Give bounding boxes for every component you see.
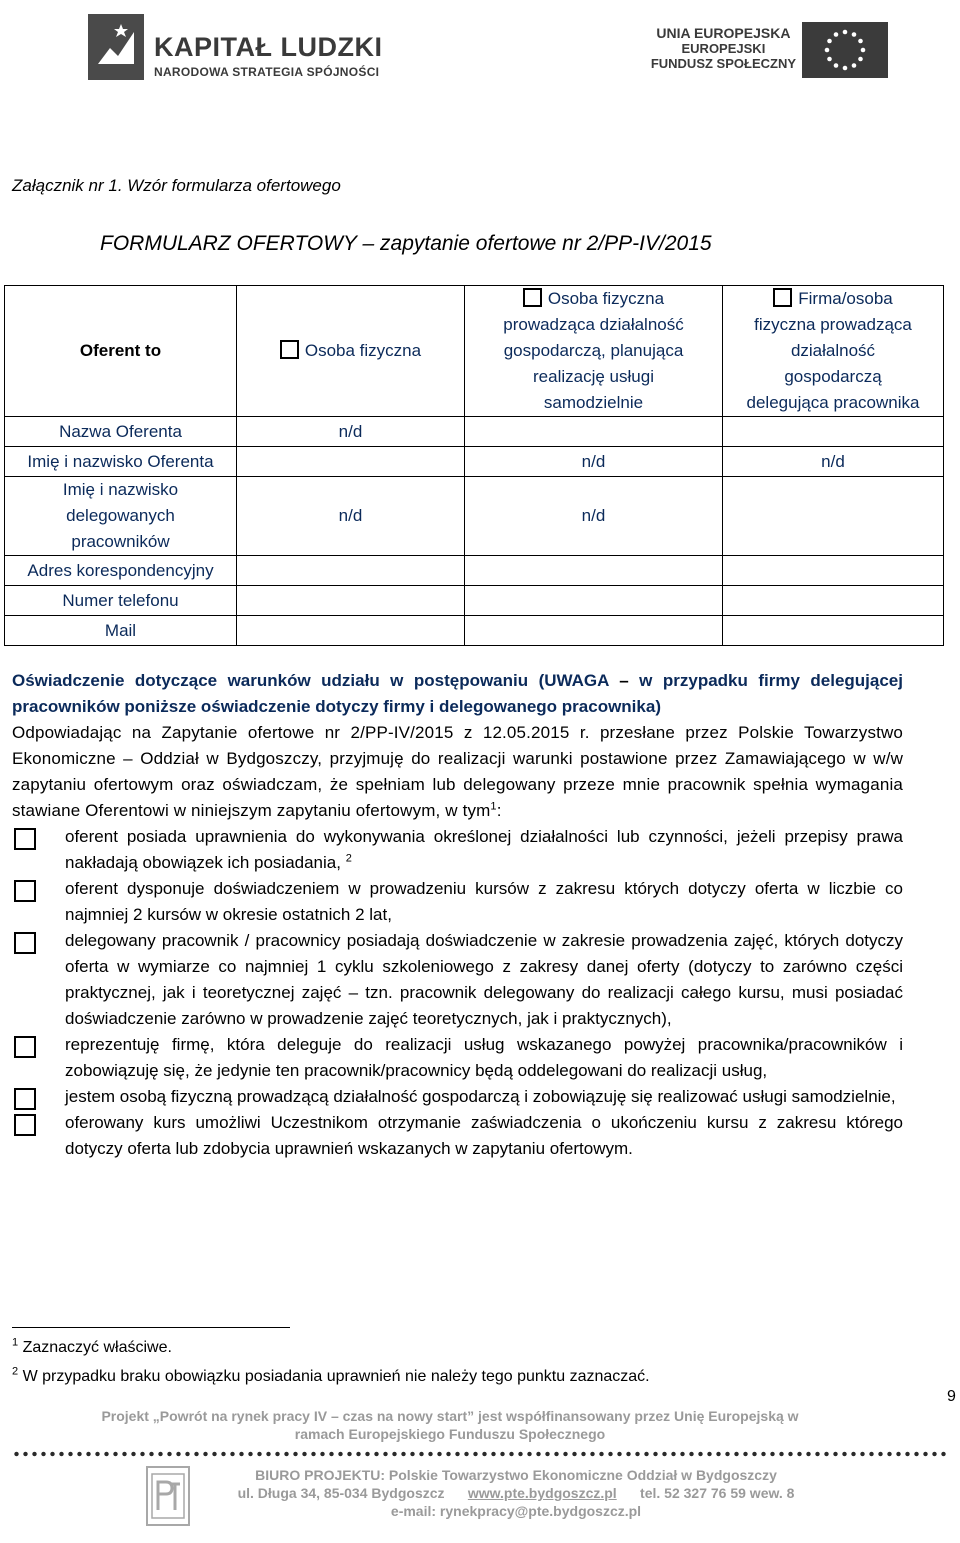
condition-text: oferent dysponuje doświadczeniem w prowadzeniu kursów z zakresu których dotyczy oferta w liczbie co najmniej 2 kursów w okresie ostatnich 2 lat, [65,879,903,924]
option-firma-line: działalność [790,341,876,360]
checkbox-firma[interactable] [773,288,792,307]
option-firma-line: gospodarczą [784,367,882,386]
option-jdg-line: realizację usługi [533,367,654,386]
option-jdg-line: samodzielnie [543,393,644,412]
cell-adres-osoba[interactable] [237,556,465,586]
statement-body-end: : [496,801,502,820]
condition-text: oferent posiada uprawnienia do wykonywania określonej działalności lub czynności, jeżeli przepisy prawa nakładają obowiązek ich posiadania, [65,827,903,872]
cell-na: n/d [723,447,944,477]
statement-body-text: Odpowiadając na Zapytanie ofertowe nr 2/PP-IV/2015 z 12.05.2015 r. przesłane przez Polskie Towarzystwo Ekonomiczne – Oddział w Bydgoszczy, przyjmuję do realizacji warunki postawione przez Zamawiającego w w/w zapytaniu ofertowym oraz oświadczam, że spełniam lub delegowany przeze mnie pracownik spełnia wymagania stawiane Oferentowi w niniejszym zapytaniu ofertowym, w tym [12,723,903,820]
cell-telefon-jdg[interactable] [465,586,723,616]
condition-checkbox[interactable] [14,1088,36,1110]
condition-checkbox[interactable] [14,932,36,954]
condition-checkbox[interactable] [14,1114,36,1136]
footnote-ref-1: 1 [490,800,497,813]
footnote-number: 1 [12,1336,19,1349]
row-label-telefon: Numer telefonu [5,586,237,616]
list-item [12,824,903,876]
condition-text: jestem osobą fizyczną prowadzącą działalność gospodarczą i zobowiązuję się realizować usługi samodzielnie, [65,1087,896,1106]
footnote-divider [12,1327,290,1328]
annex-title: Załącznik nr 1. Wzór formularza ofertowego [12,176,341,195]
table-row [5,586,944,616]
cell-telefon-firma[interactable] [723,586,944,616]
cell-nazwa-firma[interactable] [723,417,944,447]
ue-efs-logo [628,22,928,82]
table-row [5,417,944,447]
statement [12,668,903,824]
list-item [12,1032,903,1084]
cell-mail-jdg[interactable] [465,616,723,646]
footnote-ref-2: 2 [345,852,352,865]
ue-line-2: EUROPEJSKI [681,41,766,56]
kapital-ludzki-logo [88,14,388,84]
condition-checkbox[interactable] [14,1036,36,1058]
cell-telefon-osoba[interactable] [237,586,465,616]
table-row [5,286,944,417]
table-row [5,556,944,586]
option-jdg-line: Osoba fizyczna [547,289,665,308]
option-firma-line: delegująca pracownika [746,393,920,412]
footer-project [90,1407,810,1443]
footer-project-line: Projekt „Powrót na rynek pracy IV – czas na nowy start” jest współfinansowany przez Unię Europejską w [101,1408,799,1424]
cell-imie-osoba[interactable] [237,447,465,477]
footer-www-link[interactable]: www.pte.bydgoszcz.pl [467,1485,617,1501]
row-label-imie: Imię i nazwisko Oferenta [5,447,237,477]
condition-text: oferowany kurs umożliwi Uczestnikom otrzymanie zaświadczenia o ukończeniu kursu z zakresu którego dotyczy oferta lub zdobycia uprawnień wskazanych w zapytaniu ofertowym. [65,1113,903,1158]
option-jdg-line: gospodarczą, planująca [503,341,684,360]
row-label-adres: Adres korespondencyjny [5,556,237,586]
pte-logo-icon [146,1466,190,1526]
statement-heading-a: Oświadczenie dotyczące warunków udziału w postępowaniu (UWAGA [12,671,620,690]
statement-heading [12,668,903,720]
footer-project-line: ramach Europejskiego Funduszu Społecznego [294,1426,606,1442]
statement-heading-b: w przypadku firmy delegującej pracowników poniższe oświadczenie dotyczy firmy i delegowanego pracownika) [12,671,903,716]
statement-body [12,720,903,824]
footer-biuro [196,1466,836,1520]
condition-text: reprezentuję firmę, która deleguje do realizacji usług wskazanego powyżej pracownika/pracowników i zobowiązuję się, że jedynie ten pracownik/pracownicy będą oddelegowani do realizacji usług, [65,1035,903,1080]
row-label-delegowani [5,477,237,556]
page-number: 9 [947,1388,956,1405]
offer-table [4,285,944,646]
option-firma-line: fizyczna prowadząca [754,315,912,334]
option-osoba-fizyczna[interactable] [237,286,465,417]
row-label-delegowani-line: pracowników [71,532,170,551]
cell-mail-osoba[interactable] [237,616,465,646]
condition-checkbox[interactable] [14,880,36,902]
list-item [12,928,903,1032]
condition-checkbox[interactable] [14,828,36,850]
option-firma-line: Firma/osoba [798,289,893,308]
cell-adres-jdg[interactable] [465,556,723,586]
footnote-number: 2 [12,1365,19,1378]
kapital-ludzki-subtitle: NARODOWA STRATEGIA SPÓJNOŚCI [154,65,380,79]
option-jdg[interactable] [465,286,723,417]
eu-flag-icon [802,22,888,78]
footer-email[interactable]: e-mail: rynekpracy@pte.bydgoszcz.pl [390,1503,642,1519]
cell-na: n/d [465,477,723,556]
cell-nazwa-jdg[interactable] [465,417,723,447]
conditions-list [12,824,903,1162]
row-label-nazwa: Nazwa Oferenta [5,417,237,447]
cell-mail-firma[interactable] [723,616,944,646]
option-jdg-line: prowadząca działalność [503,315,684,334]
option-firma[interactable] [723,286,944,417]
ue-line-3: FUNDUSZ SPOŁECZNY [650,56,796,71]
footer-dotted-divider [12,1451,948,1457]
list-item [12,876,903,928]
checkbox-osoba-fizyczna[interactable] [280,340,299,359]
oferent-label: Oferent to [5,286,237,417]
footnote-text: W przypadku braku obowiązku posiadania uprawnień nie należy tego punktu zaznaczać. [18,1368,650,1385]
footer-contact-row [196,1484,836,1502]
row-label-delegowani-line: Imię i nazwisko [62,480,179,499]
cell-adres-firma[interactable] [723,556,944,586]
checkbox-jdg[interactable] [523,288,542,307]
condition-text: delegowany pracownik / pracownicy posiadają doświadczenie w zakresie prowadzenia zajęć, których dotyczy oferta w wymiarze co najmniej 1 cyklu szkoleniowego z zakresy danej oferty (dotyczy to zarówno części praktycznej, jak i teoretycznej zajęć – tzn. pracownik delegowany do realizacji całego kursu, musi posiadać doświadczenie zarówno w prowadzenie zajęć teoretycznych, jak i praktycznych), [65,931,903,1028]
option-osoba-fizyczna-label: Osoba fizyczna [304,341,422,360]
form-title: FORMULARZ OFERTOWY – zapytanie ofertowe nr 2/PP-IV/2015 [100,232,712,255]
footnote-1 [12,1336,172,1357]
cell-na: n/d [237,417,465,447]
footer-biuro-title: BIURO PROJEKTU: Polskie Towarzystwo Ekonomiczne Oddział w Bydgoszczy [255,1467,777,1483]
kapital-ludzki-title: KAPITAŁ LUDZKI [154,32,383,62]
row-label-delegowani-line: delegowanych [66,506,175,525]
list-item [12,1110,903,1162]
cell-delegowani-firma[interactable] [723,477,944,556]
table-row [5,616,944,646]
footnote-text: Zaznaczyć właściwe. [18,1339,172,1356]
table-row [5,477,944,556]
cell-na: n/d [465,447,723,477]
table-row [5,447,944,477]
cell-na: n/d [237,477,465,556]
kapital-ludzki-emblem-icon [88,14,144,80]
ue-line-1: UNIA EUROPEJSKA [656,25,791,41]
list-item [12,1084,903,1110]
ue-text [651,26,796,71]
footer-address: ul. Długa 34, 85-034 Bydgoszcz [237,1485,445,1501]
footnote-2 [12,1365,650,1386]
footer-phone: tel. 52 327 76 59 wew. 8 [640,1485,795,1501]
row-label-mail: Mail [5,616,237,646]
statement-heading-dash: – [619,671,629,690]
